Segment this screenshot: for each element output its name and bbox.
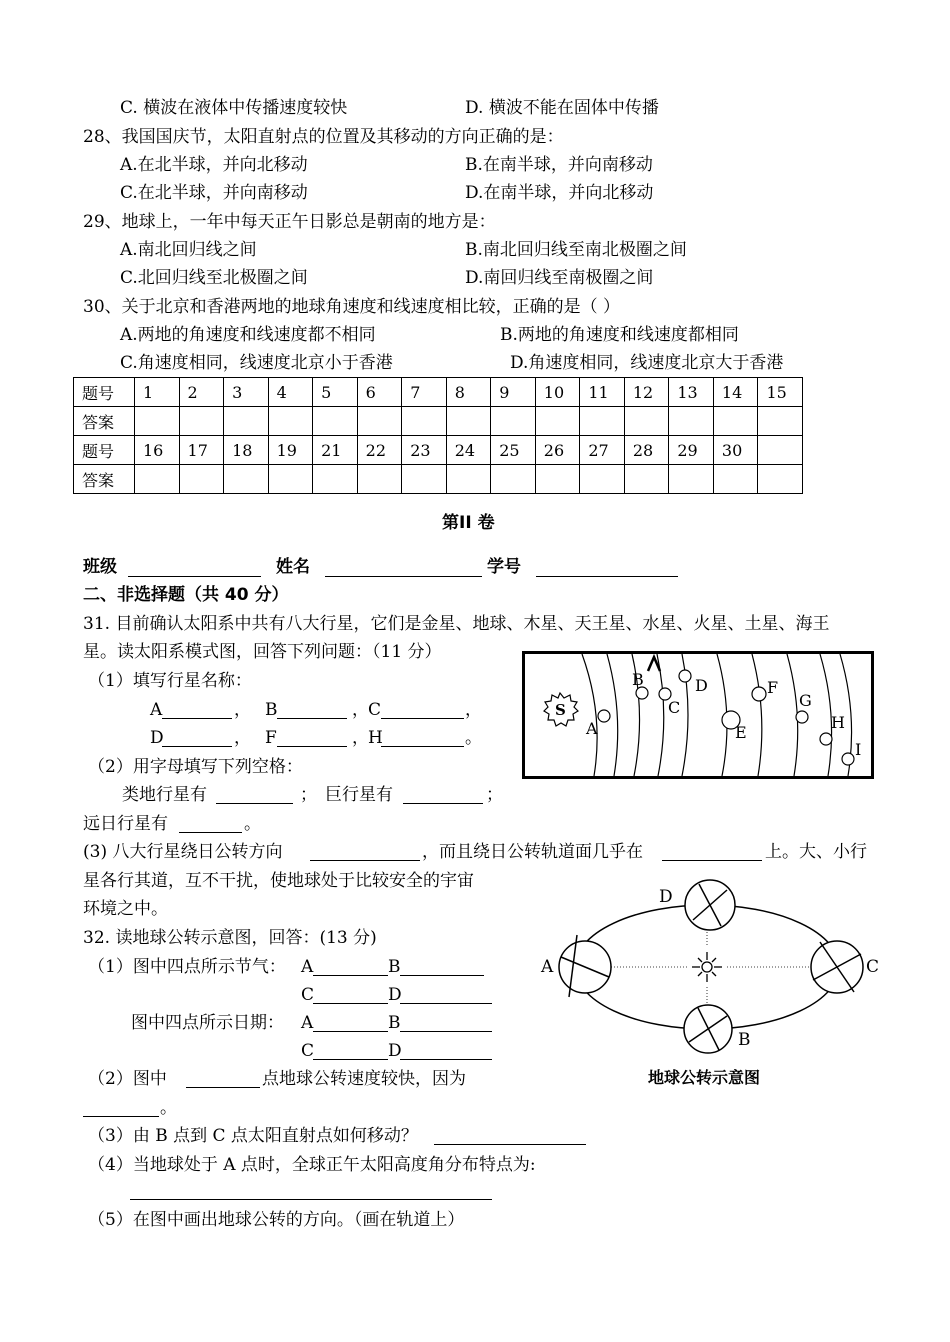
q32-sub1: （1）图中四点所示节气： <box>88 957 286 977</box>
answer-cell[interactable] <box>224 465 269 494</box>
q32-sub2a: （2）图中 <box>88 1069 167 1089</box>
q29-option-d: D.南回归线至南极圈之间 <box>465 268 654 288</box>
class-field[interactable] <box>128 560 261 577</box>
q29-option-a: A.南北回归线之间 <box>120 240 257 260</box>
table-cell: 14 <box>713 378 758 407</box>
planet-label-f: F <box>767 678 779 697</box>
q27-option-c: C. 横波在液体中传播速度较快 <box>120 98 348 118</box>
fill-label-a: A <box>150 700 163 720</box>
answer-cell[interactable] <box>624 407 669 436</box>
answer-cell[interactable] <box>624 465 669 494</box>
section-title: 二、非选择题（共 40 分） <box>83 585 289 605</box>
fill-label-d: D <box>388 985 402 1005</box>
planet-label-i: I <box>855 740 862 759</box>
separator: ， <box>465 700 482 720</box>
q30-option-b: B.两地的角速度和线速度都相同 <box>500 325 739 345</box>
answer-table <box>73 377 803 494</box>
date-d-blank[interactable] <box>400 1043 492 1060</box>
q28-option-d: D.在南半球，并向北移动 <box>465 183 654 203</box>
table-cell: 26 <box>535 436 580 465</box>
part2-title: 第II 卷 <box>442 513 495 533</box>
date-a-blank[interactable] <box>313 1015 388 1032</box>
table-cell <box>758 436 803 465</box>
table-row <box>74 378 803 407</box>
fill-label-b: B <box>388 957 401 977</box>
answer-cell[interactable] <box>402 465 447 494</box>
fill-label-a: A <box>301 1013 314 1033</box>
answer-cell[interactable] <box>313 407 358 436</box>
table-cell: 28 <box>624 436 669 465</box>
fill-label-c: C <box>301 1041 315 1061</box>
answer-label: 答案 <box>74 465 135 494</box>
q31-sub3e: 环境之中。 <box>83 899 168 919</box>
q28-stem: 28、我国国庆节，太阳直射点的位置及其移动的方向正确的是： <box>83 127 564 147</box>
sun-label: S <box>555 701 566 719</box>
answer-cell[interactable] <box>758 407 803 436</box>
q29-option-b: B.南北回归线至南北极圈之间 <box>465 240 687 260</box>
diagram-frame <box>524 653 873 778</box>
fill-label-d: D <box>150 728 164 748</box>
giant-label: 巨行星有 <box>325 785 393 805</box>
answer-cell[interactable] <box>313 465 358 494</box>
earth-d <box>685 880 735 930</box>
table-cell: 9 <box>491 378 536 407</box>
answer-cell[interactable] <box>713 407 758 436</box>
solar-term-a-blank[interactable] <box>313 959 388 976</box>
answer-blank-b[interactable] <box>277 702 347 719</box>
table-cell: 8 <box>446 378 491 407</box>
q31-sub1: （1）填写行星名称： <box>88 671 252 691</box>
table-cell: 23 <box>402 436 447 465</box>
orbit-label-b: B <box>738 1030 751 1050</box>
table-row <box>74 436 803 465</box>
answer-cell[interactable] <box>268 465 313 494</box>
answer-cell[interactable] <box>446 465 491 494</box>
table-cell: 10 <box>535 378 580 407</box>
table-cell: 19 <box>268 436 313 465</box>
q28-option-c: C.在北半球，并向南移动 <box>120 183 308 203</box>
planet-label-e: E <box>735 723 747 742</box>
answer-cell[interactable] <box>357 465 402 494</box>
table-cell: 22 <box>357 436 402 465</box>
answer-cell[interactable] <box>713 465 758 494</box>
answer-blank-f[interactable] <box>277 730 347 747</box>
date-c-blank[interactable] <box>313 1043 388 1060</box>
table-cell: 6 <box>357 378 402 407</box>
answer-cell[interactable] <box>758 465 803 494</box>
planet-label-c: C <box>668 698 681 717</box>
sun-icon <box>692 952 722 982</box>
answer-cell[interactable] <box>135 407 180 436</box>
answer-cell[interactable] <box>580 465 625 494</box>
planet-g <box>796 711 808 723</box>
name-label: 姓名 <box>276 557 310 577</box>
table-cell: 29 <box>669 436 714 465</box>
planet-d <box>679 670 691 682</box>
q31-sub3a: (3) 八大行星绕日公转方向 <box>83 842 283 862</box>
table-cell: 24 <box>446 436 491 465</box>
table-cell: 7 <box>402 378 447 407</box>
far-blank[interactable] <box>179 816 242 833</box>
movement-blank[interactable] <box>434 1128 586 1145</box>
direction-blank[interactable] <box>310 844 420 861</box>
period: 。 <box>465 728 482 748</box>
q28-option-b: B.在南半球，并向南移动 <box>465 155 653 175</box>
q30-option-d: D.角速度相同，线速度北京大于香港 <box>510 353 784 373</box>
answer-cell[interactable] <box>491 465 536 494</box>
answer-cell[interactable] <box>535 465 580 494</box>
q32-sub5: （5）在图中画出地球公转的方向。（画在轨道上） <box>88 1210 465 1230</box>
planet-f <box>752 687 766 701</box>
answer-cell[interactable] <box>491 407 536 436</box>
table-cell: 18 <box>224 436 269 465</box>
table-cell: 2 <box>179 378 224 407</box>
terrestrial-blank[interactable] <box>216 787 293 804</box>
planet-label-b: B <box>632 670 644 689</box>
answer-cell[interactable] <box>446 407 491 436</box>
class-label: 班级 <box>83 557 117 577</box>
q27-option-d: D. 横波不能在固体中传播 <box>465 98 659 118</box>
q30-option-a: A.两地的角速度和线速度都不相同 <box>120 325 376 345</box>
answer-cell[interactable] <box>669 407 714 436</box>
orbit-label-d: D <box>659 887 673 907</box>
id-label: 学号 <box>487 557 521 577</box>
table-row <box>74 407 803 436</box>
q30-stem: 30、关于北京和香港两地的地球角速度和线速度相比较，正确的是（ ） <box>83 297 621 317</box>
reason-blank[interactable] <box>83 1100 159 1117</box>
faster-point-blank[interactable] <box>186 1071 260 1088</box>
table-cell: 4 <box>268 378 313 407</box>
table-row <box>74 465 803 494</box>
planet-label-g: G <box>799 691 812 710</box>
q32-sub4: （4）当地球处于 A 点时，全球正午太阳高度角分布特点为: <box>88 1155 536 1175</box>
q32-sub2c: 。 <box>160 1098 177 1118</box>
table-cell: 13 <box>669 378 714 407</box>
solar-term-c-blank[interactable] <box>313 987 388 1004</box>
answer-cell[interactable] <box>135 465 180 494</box>
planet-i <box>842 753 854 765</box>
period: 。 <box>244 814 261 834</box>
plane-blank[interactable] <box>662 844 762 861</box>
date-b-blank[interactable] <box>400 1015 492 1032</box>
answer-cell[interactable] <box>580 407 625 436</box>
q32-stem: 32. 读地球公转示意图，回答：(13 分) <box>83 928 377 948</box>
table-cell: 1 <box>135 378 180 407</box>
q30-option-c: C.角速度相同，线速度北京小于香港 <box>120 353 393 373</box>
id-field[interactable] <box>536 560 678 577</box>
q32-sub3: （3）由 B 点到 C 点太阳直射点如何移动？ <box>88 1126 418 1146</box>
table-cell: 5 <box>313 378 358 407</box>
earth-c <box>811 941 863 993</box>
fill-label-b: B <box>388 1013 401 1033</box>
q32-sub2b: 点地球公转速度较快，因为 <box>262 1069 466 1089</box>
table-cell: 25 <box>491 436 536 465</box>
separator: ， <box>234 728 251 748</box>
q29-option-c: C.北回归线至北极圈之间 <box>120 268 308 288</box>
table-cell: 16 <box>135 436 180 465</box>
answer-cell[interactable] <box>535 407 580 436</box>
earth-b <box>684 1005 732 1053</box>
answer-cell[interactable] <box>179 407 224 436</box>
answer-label: 答案 <box>74 407 135 436</box>
table-cell: 17 <box>179 436 224 465</box>
fill-label-h: H <box>368 728 383 748</box>
planet-label-d: D <box>695 676 708 695</box>
distribution-blank[interactable] <box>130 1183 492 1200</box>
planet-a <box>598 710 610 722</box>
orbit-label-a: A <box>541 957 554 977</box>
q31-sub3c: 上。大、小行 <box>765 842 867 862</box>
separator: ， <box>352 700 369 720</box>
answer-cell[interactable] <box>224 407 269 436</box>
giant-blank[interactable] <box>403 787 483 804</box>
fill-label-d: D <box>388 1041 402 1061</box>
q29-stem: 29、地球上，一年中每天正午日影总是朝南的地方是： <box>83 212 496 232</box>
answer-blank-h[interactable] <box>381 730 464 747</box>
q31-sub3b: ，而且绕日公转轨道面几乎在 <box>422 842 643 862</box>
separator: ； <box>486 785 503 805</box>
terrestrial-label: 类地行星有 <box>122 785 207 805</box>
table-cell: 11 <box>580 378 625 407</box>
fill-label-c: C <box>301 985 315 1005</box>
planet-h <box>820 733 832 745</box>
answer-cell[interactable] <box>402 407 447 436</box>
solar-term-d-blank[interactable] <box>400 987 492 1004</box>
table-cell: 15 <box>758 378 803 407</box>
solar-system-diagram <box>522 651 874 779</box>
orbit-label-c: C <box>866 957 880 977</box>
fill-label-a: A <box>301 957 314 977</box>
answer-blank-a[interactable] <box>162 702 232 719</box>
solar-term-b-blank[interactable] <box>400 959 484 976</box>
header-label: 题号 <box>74 378 135 407</box>
q32-sub1-dates: 图中四点所示日期： <box>131 1013 284 1033</box>
table-cell: 3 <box>224 378 269 407</box>
orbit-caption: 地球公转示意图 <box>648 1068 761 1087</box>
q31-sub3d: 星各行其道，互不干扰，使地球处于比较安全的宇宙 <box>83 871 474 891</box>
table-cell: 30 <box>713 436 758 465</box>
planet-label-a: A <box>586 719 598 738</box>
table-cell: 27 <box>580 436 625 465</box>
name-field[interactable] <box>325 560 482 577</box>
separator: ， <box>234 700 251 720</box>
q28-option-a: A.在北半球，并向北移动 <box>120 155 308 175</box>
q31-line1: 31. 目前确认太阳系中共有八大行星，它们是金星、地球、木星、天王星、水星、火星、土星、海王 <box>83 614 830 634</box>
far-label: 远日行星有 <box>83 814 168 834</box>
answer-blank-d[interactable] <box>162 730 232 747</box>
planet-label-h: H <box>831 713 845 732</box>
header-label: 题号 <box>74 436 135 465</box>
answer-cell[interactable] <box>179 465 224 494</box>
fill-label-c: C <box>368 700 382 720</box>
q31-sub2: （2）用字母填写下列空格： <box>88 757 303 777</box>
table-cell: 12 <box>624 378 669 407</box>
separator: ； <box>300 785 317 805</box>
fill-label-b: B <box>265 700 278 720</box>
q31-line2: 星。读太阳系模式图，回答下列问题：（11 分） <box>83 642 442 662</box>
answer-cell[interactable] <box>669 465 714 494</box>
answer-cell[interactable] <box>357 407 402 436</box>
answer-blank-c[interactable] <box>381 702 464 719</box>
earth-a <box>559 935 611 997</box>
separator: ， <box>352 728 369 748</box>
fill-label-f: F <box>265 728 277 748</box>
table-cell: 21 <box>313 436 358 465</box>
answer-cell[interactable] <box>268 407 313 436</box>
earth-orbit-diagram <box>535 872 885 1092</box>
